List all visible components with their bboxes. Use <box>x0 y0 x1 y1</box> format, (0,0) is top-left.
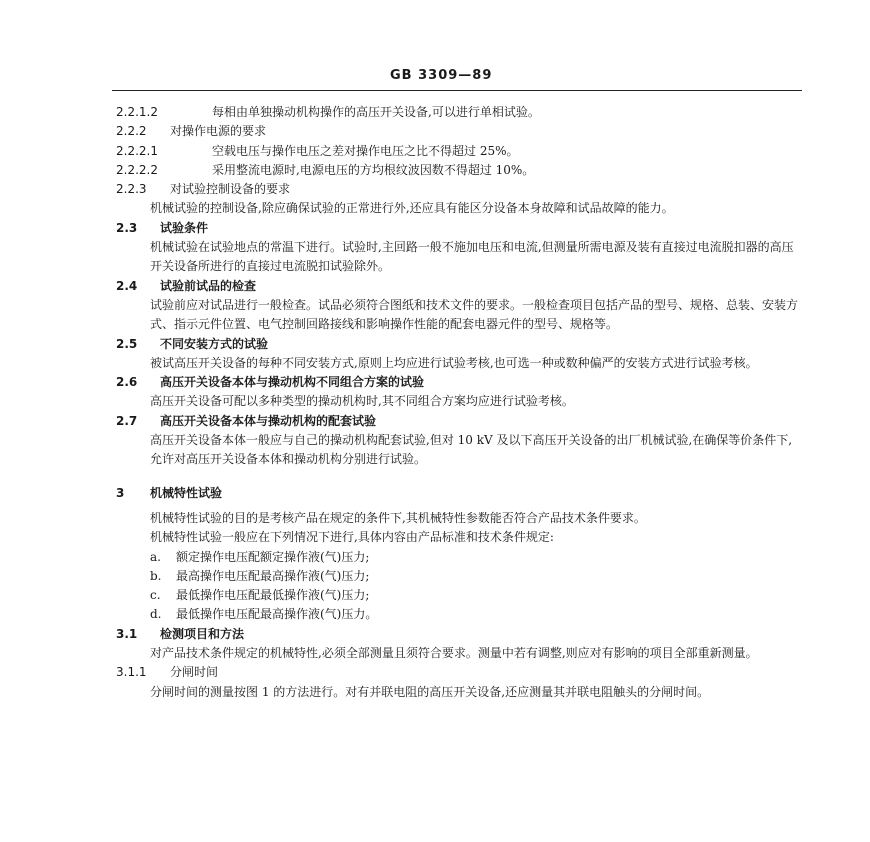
list-item <box>116 586 802 605</box>
paragraph: 分闸时间的测量按图 1 的方法进行。对有并联电阻的高压开关设备,还应测量其并联电阻触头的分闸时间。 <box>150 684 710 699</box>
clause-title: 高压开关设备本体与操动机构的配套试验 <box>160 413 377 428</box>
list-text: 额定操作电压配额定操作液(气)压力; <box>176 549 370 564</box>
clause-number: 2.6 <box>116 375 138 390</box>
list-label: c. <box>150 588 161 603</box>
clause-2-2-1-2 <box>116 103 802 122</box>
clause-number: 2.2.1.2 <box>116 105 158 119</box>
list-label: a. <box>150 549 161 564</box>
section-3-heading <box>116 484 802 503</box>
paragraph: 机械特性试验的目的是考核产品在规定的条件下,其机械特性参数能否符合产品技术条件要求。 <box>150 510 646 525</box>
paragraph: 对产品技术条件规定的机械特性,必须全部测量且须符合要求。测量中若有调整,则应对有影响的项目全部重新测量。 <box>150 646 758 661</box>
list-label: b. <box>150 568 162 583</box>
paragraph: 被试高压开关设备的每种不同安装方式,原则上均应进行试验考核,也可选一种或数种偏严的安装方式进行试验考核。 <box>150 355 758 370</box>
page-header: GB 3309—89 <box>390 68 493 83</box>
clause-title: 高压开关设备本体与操动机构不同组合方案的试验 <box>160 375 425 390</box>
clause-number: 2.2.2.1 <box>116 143 158 158</box>
page-content <box>116 103 802 702</box>
list-text: 最高操作电压配最高操作液(气)压力; <box>176 568 370 583</box>
clause-2-6 <box>116 373 802 392</box>
clause-3-1 <box>116 625 802 644</box>
section-gap <box>116 470 802 484</box>
list-label: d. <box>150 607 162 622</box>
section-title: 机械特性试验 <box>150 485 223 500</box>
clause-number: 2.2.2 <box>116 124 147 139</box>
clause-2-2-3 <box>116 180 802 199</box>
paragraph: 机械试验在试验地点的常温下进行。试验时,主回路一般不施加电压和电流,但测量所需电源及装有直接过电流脱扣器的高压开关设备所进行的直接过电流脱扣试验除外。 <box>150 240 794 274</box>
clause-number: 2.7 <box>116 413 138 428</box>
header-rule <box>112 90 802 91</box>
list-item <box>116 567 802 586</box>
clause-text: 空载电压与操作电压之差对操作电压之比不得超过 25%。 <box>212 143 519 158</box>
clause-title: 检测项目和方法 <box>160 626 245 641</box>
clause-2-3 <box>116 219 802 238</box>
list-item <box>116 548 802 567</box>
clause-number: 2.2.3 <box>116 182 147 197</box>
clause-text: 对试验控制设备的要求 <box>170 182 291 197</box>
clause-3-1-1 <box>116 663 802 682</box>
paragraph: 试验前应对试品进行一般检查。试品必须符合图纸和技术文件的要求。一般检查项目包括产品的型号、规格、总装、安装方式、指示元件位置、电气控制回路接线和影响操作性能的配套电器元件的型号、规格等。 <box>150 297 799 332</box>
paragraph: 高压开关设备可配以多种类型的操动机构时,其不同组合方案均应进行试验考核。 <box>150 394 574 409</box>
clause-number: 2.2.2.2 <box>116 162 158 177</box>
clause-text: 采用整流电源时,电源电压的方均根纹波因数不得超过 10%。 <box>212 162 535 177</box>
paragraph: 机械特性试验一般应在下列情况下进行,具体内容由产品标准和技术条件规定: <box>150 530 554 545</box>
section-number: 3 <box>116 485 125 500</box>
list-item <box>116 605 802 624</box>
clause-text: 对操作电源的要求 <box>170 124 267 139</box>
clause-number: 2.4 <box>116 278 138 293</box>
clause-2-2-2 <box>116 122 802 141</box>
clause-title: 试验条件 <box>160 220 209 235</box>
clause-title: 分闸时间 <box>170 665 219 680</box>
clause-2-4 <box>116 277 802 296</box>
clause-2-5 <box>116 335 802 354</box>
clause-text: 每相由单独操动机构操作的高压开关设备,可以进行单相试验。 <box>212 105 540 119</box>
clause-2-7 <box>116 412 802 431</box>
clause-title: 试验前试品的检查 <box>160 278 257 293</box>
paragraph: 机械试验的控制设备,除应确保试验的正常进行外,还应具有能区分设备本身故障和试品故障的能力。 <box>150 201 674 216</box>
clause-number: 3.1.1 <box>116 665 147 680</box>
clause-title: 不同安装方式的试验 <box>160 336 269 351</box>
list-text: 最低操作电压配最高操作液(气)压力。 <box>176 607 378 622</box>
list-text: 最低操作电压配最低操作液(气)压力; <box>176 588 370 603</box>
clause-2-2-2-1 <box>116 142 802 161</box>
clause-number: 3.1 <box>116 626 138 641</box>
clause-number: 2.5 <box>116 336 138 351</box>
clause-number: 2.3 <box>116 220 138 235</box>
paragraph: 高压开关设备本体一般应与自己的操动机构配套试验,但对 10 kV 及以下高压开关设备的出厂机械试验,在确保等价条件下,允许对高压开关设备本体和操动机构分别进行试验。 <box>150 433 793 467</box>
clause-2-2-2-2 <box>116 161 802 180</box>
